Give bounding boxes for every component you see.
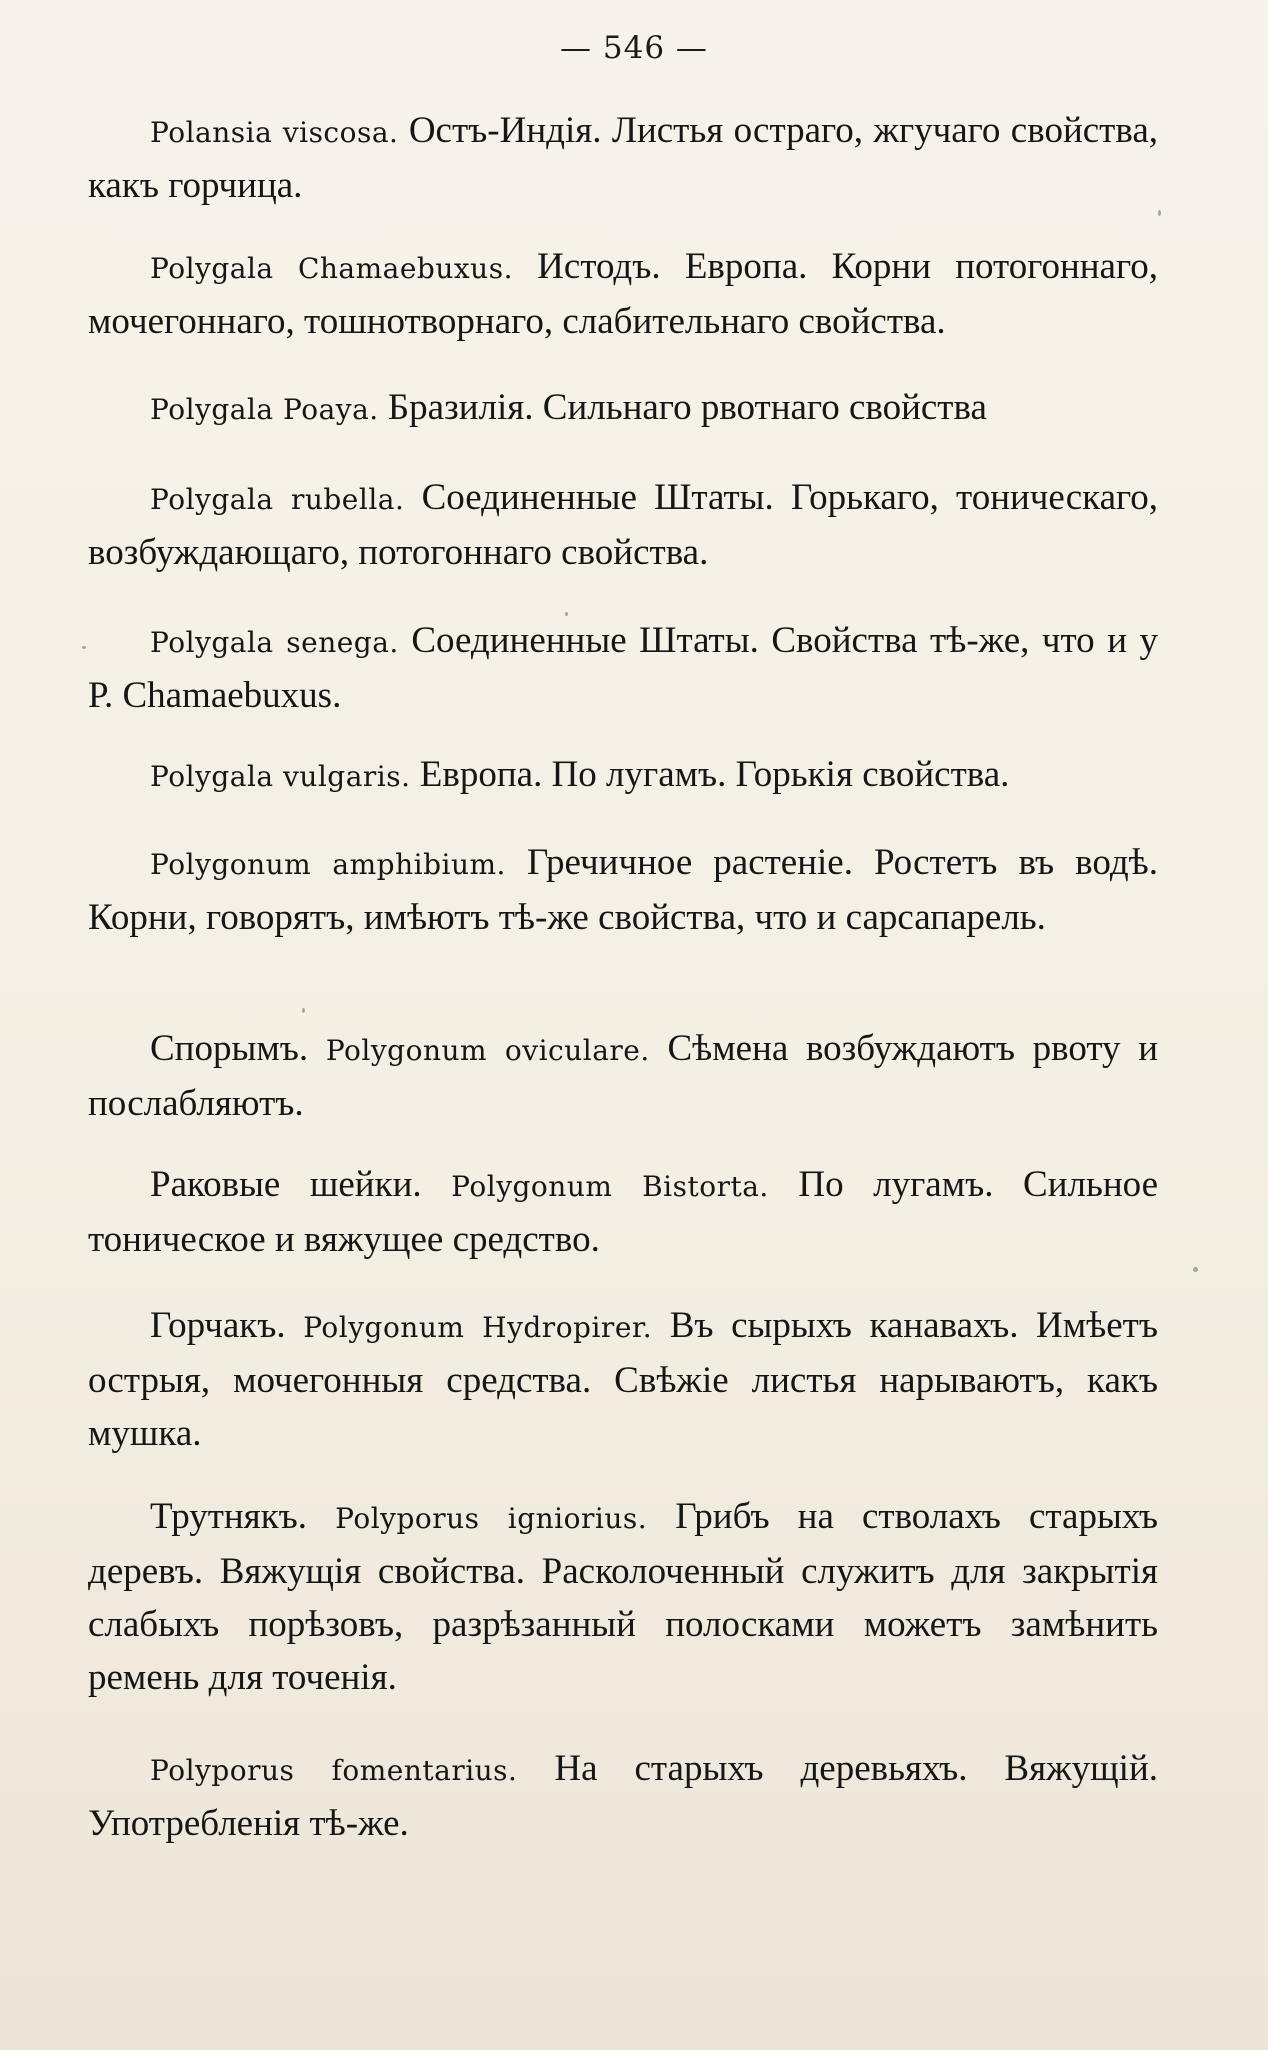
entry-common-name: Спорымъ.	[150, 1028, 309, 1069]
entry-description: По лугамъ. Сильное тоническое и вяжущее средство.	[88, 1164, 1159, 1260]
entry-description: Истодъ. Европа. Корни потогоннаго, мочегоннаго, тошнотворнаго, слабительнаго свойства.	[88, 246, 1158, 342]
entry-latin-name: Polygala Chamaebuxus.	[150, 252, 513, 285]
entry-polyporus-igniorius	[88, 1490, 1158, 1704]
entry-description: Европа. По лугамъ. Горькія свойства.	[419, 754, 1010, 795]
entry-polygala-senega	[88, 614, 1158, 722]
entry-description: Соединенные Штаты. Горькаго, тоническаго, возбуждающаго, потогоннаго свойства.	[88, 477, 1159, 573]
entry-description: Бразилія. Сильнаго рвотнаго свойства	[387, 387, 987, 428]
entry-latin-name: Polygala Poaya.	[150, 393, 379, 426]
entry-latin-name: Polyporus fomentarius.	[150, 1754, 518, 1787]
entry-latin-name: Polyporus igniorius.	[335, 1502, 648, 1535]
entry-polygala-vulgaris	[88, 748, 1158, 803]
paper-speck	[82, 646, 86, 649]
entry-description: Въ сырыхъ канавахъ. Имѣетъ острыя, мочегонныя средства. Свѣжіе листья нарываютъ, какъ мушка.	[88, 1305, 1158, 1454]
entry-description: Грибъ на стволахъ старыхъ деревъ. Вяжущія свойства. Расколоченный служитъ для закрытія слабыхъ порѣзовъ, разрѣзанный полосками можетъ замѣнить ремень для точенія.	[88, 1496, 1159, 1698]
entry-latin-name: Polygala vulgaris.	[150, 760, 411, 793]
entry-description: Соединенные Штаты. Свойства тѣ-же, что и у Р. Chamaebuxus.	[88, 620, 1159, 716]
entry-latin-name: Polygonum Hydropirer.	[303, 1311, 653, 1344]
entry-description: Сѣмена возбуждаютъ рвоту и послабляютъ.	[88, 1028, 1159, 1124]
entry-description: Гречичное растеніе. Ростетъ въ водѣ. Корни, говорятъ, имѣютъ тѣ-же свойства, что и сарсапарель.	[88, 842, 1159, 938]
paper-speck	[1158, 210, 1161, 216]
page-number: — 546 —	[560, 30, 708, 66]
entry-latin-name: Polygala rubella.	[150, 483, 405, 516]
entry-description: Остъ-Индія. Листья остраго, жгучаго свойства, какъ горчица.	[88, 110, 1158, 206]
paper-speck	[565, 612, 568, 616]
entry-latin-name: Polygonum amphibium.	[150, 848, 506, 881]
entry-polygonum-oviculare	[88, 1022, 1158, 1130]
entry-latin-name: Polygala senega.	[150, 626, 399, 659]
entry-polyporus-fomentarius	[88, 1742, 1158, 1850]
entry-common-name: Раковые шейки.	[150, 1164, 422, 1205]
paper-speck	[302, 1008, 305, 1013]
entry-latin-name: Polygonum Bistorta.	[451, 1170, 769, 1203]
paper-speck	[1193, 1267, 1198, 1272]
entry-latin-name: Polygonum oviculare.	[325, 1034, 650, 1067]
entry-description: На старыхъ деревьяхъ. Вяжущій. Употребленія тѣ-же.	[88, 1748, 1158, 1844]
entry-polygala-poaya	[88, 381, 1158, 436]
entry-polygala-rubella	[88, 471, 1158, 579]
entry-polygonum-hydropirer	[88, 1299, 1158, 1460]
entry-latin-name: Polansia viscosa.	[150, 116, 399, 149]
entry-common-name: Трутнякъ.	[150, 1496, 308, 1537]
entry-polygonum-amphibium	[88, 836, 1158, 944]
entry-common-name: Горчакъ.	[150, 1305, 286, 1346]
entry-polygala-chamaebuxus	[88, 240, 1158, 348]
entry-polygonum-bistorta	[88, 1158, 1158, 1266]
entry-polansia-viscosa	[88, 104, 1158, 212]
